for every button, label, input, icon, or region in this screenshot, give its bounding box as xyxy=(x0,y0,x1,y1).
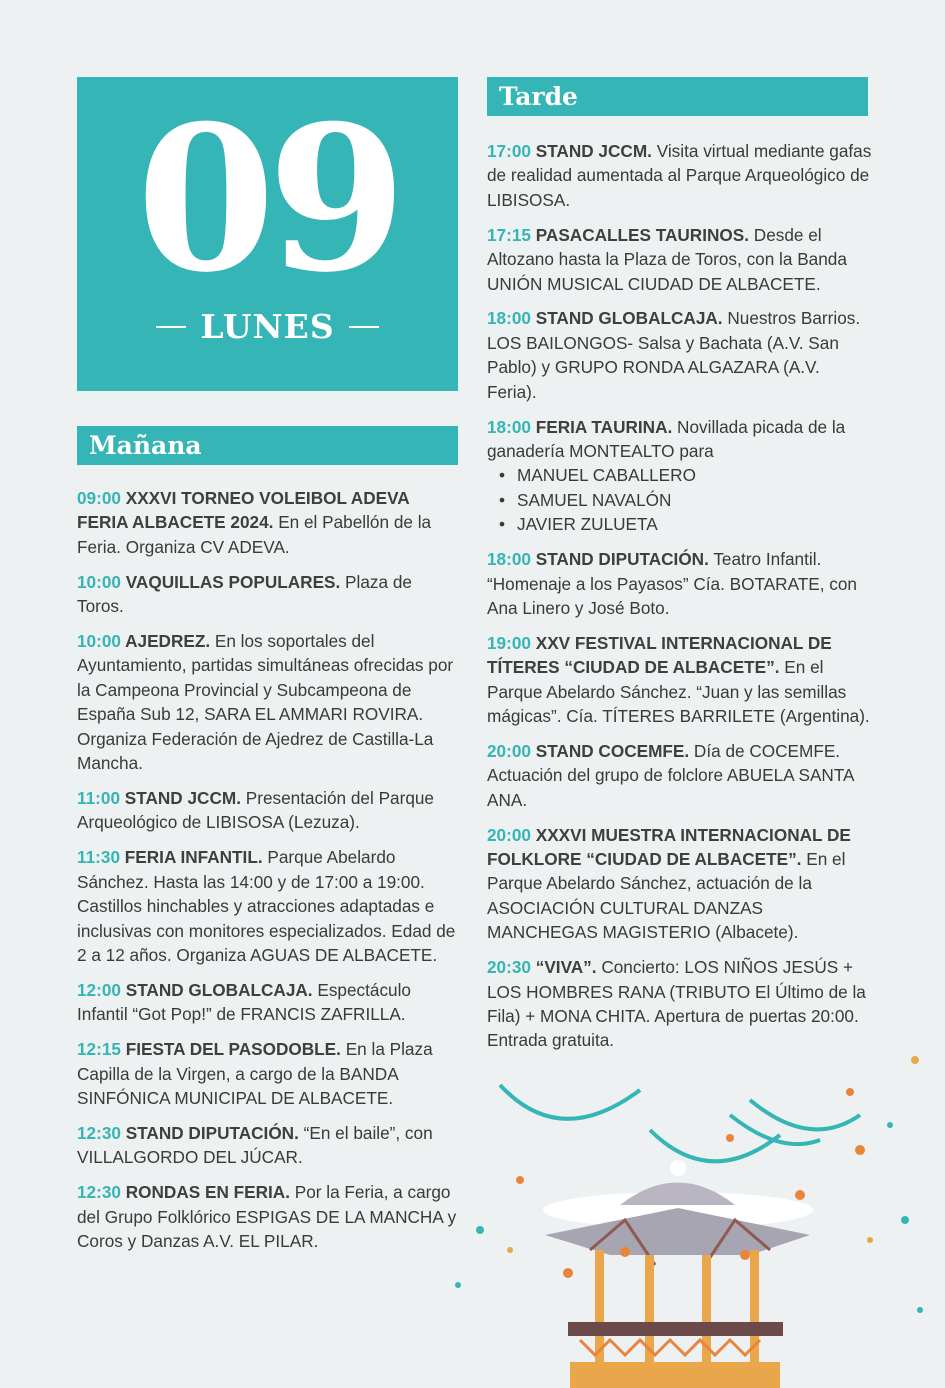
section-header-tarde: Tarde xyxy=(487,77,868,116)
entry-time: 20:00 xyxy=(487,740,536,761)
entry-text: En el Parque Abelardo Sánchez, actuación de la ASOCIACIÓN CULTURAL DANZAS MANCHEGAS MAGISTERIO (Albacete). xyxy=(487,849,846,943)
entry-text: Nuestros Barrios. LOS BAILONGOS- Salsa y Bachata (A.V. San Pablo) y GRUPO RONDA ALGAZARA (A.V. Feria). xyxy=(487,308,861,402)
day-number: 09 xyxy=(136,82,399,317)
entry-text: Por la Feria, a cargo del Grupo Folklórico ESPIGAS DE LA MANCHA y Coros y Danzas A.V. EL PILAR. xyxy=(77,1182,457,1251)
schedule-entry xyxy=(487,955,872,1053)
entry-title: VAQUILLAS POPULARES. xyxy=(125,571,341,592)
schedule-entry xyxy=(77,1121,462,1170)
performer-item: • MANUEL CABALLERO xyxy=(499,463,872,487)
entry-text: En los soportales del Ayuntamiento, partidas simultáneas ofrecidas por la Campeona Provincial y Subcampeona de España Sub 12, SARA EL AMMARI ROVIRA. Organiza Federación de Ajedrez de Castilla-La Mancha. xyxy=(77,631,454,774)
entry-text: Visita virtual mediante gafas de realidad aumentada al Parque Arqueológico de LIBISOSA. xyxy=(487,141,872,210)
entry-time: 10:00 xyxy=(77,631,126,652)
entry-title: XXXVI TORNEO VOLEIBOL ADEVA FERIA ALBACETE 2024. xyxy=(77,488,410,533)
schedule-entry xyxy=(77,978,462,1027)
divider-left xyxy=(156,326,186,328)
entry-title: STAND GLOBALCAJA. xyxy=(535,308,723,329)
entry-text: En el Parque Abelardo Sánchez. “Juan y las semillas mágicas”. Cía. TÍTERES BARRILETE (Argentina). xyxy=(487,657,870,727)
entry-text: Concierto: LOS NIÑOS JESÚS + LOS HOMBRES RANA (TRIBUTO El Último de la Fila) + MONA CHITA. Apertura de puertas 20:00. Entrada gratuita. xyxy=(487,957,866,1051)
entry-text: Plaza de Toros. xyxy=(77,571,412,617)
entry-text: Espectáculo Infantil “Got Pop!” de FRANCIS ZAFRILLA. xyxy=(77,979,411,1025)
entry-time: 12:30 xyxy=(77,1122,126,1143)
entry-time: 18:00 xyxy=(487,549,536,570)
entry-title: “VIVA”. xyxy=(535,957,597,978)
entry-time: 20:00 xyxy=(487,824,536,845)
entry-text: Día de COCEMFE. Actuación del grupo de folclore ABUELA SANTA ANA. xyxy=(487,740,854,810)
tarde-schedule xyxy=(487,139,872,1063)
schedule-entry xyxy=(77,1037,462,1110)
entry-time: 12:00 xyxy=(77,979,126,1000)
entry-text: Presentación del Parque Arqueológico de LIBISOSA (Lezuza). xyxy=(77,787,434,833)
date-box xyxy=(77,77,458,391)
entry-time: 19:00 xyxy=(487,632,536,653)
entry-time: 11:30 xyxy=(77,847,125,868)
schedule-entry xyxy=(77,629,462,775)
entry-title: FERIA TAURINA. xyxy=(535,416,673,437)
entry-title: PASACALLES TAURINOS. xyxy=(535,224,749,245)
manana-schedule xyxy=(77,486,462,1264)
entry-title: STAND JCCM. xyxy=(124,787,241,808)
entry-text: En el Pabellón de la Feria. Organiza CV ADEVA. xyxy=(77,512,432,557)
entry-text: Novillada picada de la ganadería MONTEALTO para xyxy=(487,416,846,461)
divider-right xyxy=(349,326,379,328)
day-name: LUNES xyxy=(200,307,335,346)
entry-title: RONDAS EN FERIA. xyxy=(125,1182,290,1203)
performer-list xyxy=(487,463,872,536)
schedule-entry xyxy=(487,739,872,812)
entry-title: STAND DIPUTACIÓN. xyxy=(535,549,709,570)
entry-time: 17:00 xyxy=(487,141,536,161)
schedule-entry xyxy=(77,845,462,967)
entry-time: 17:15 xyxy=(487,224,536,245)
entry-text: Teatro Infantil. “Homenaje a los Payasos” Cía. BOTARATE, con Ana Linero y José Boto. xyxy=(487,549,857,618)
entry-title: XXV FESTIVAL INTERNACIONAL DE TÍTERES “CIUDAD DE ALBACETE”. xyxy=(487,632,832,678)
entry-title: STAND GLOBALCAJA. xyxy=(125,979,313,1000)
schedule-entry xyxy=(77,786,462,835)
entry-title: AJEDREZ. xyxy=(125,631,211,652)
entry-title: FIESTA DEL PASODOBLE. xyxy=(125,1039,341,1060)
performer-item: • JAVIER ZULUETA xyxy=(499,512,872,536)
entry-title: STAND JCCM. xyxy=(535,141,652,161)
entry-text: Parque Abelardo Sánchez. Hasta las 14:00 y de 17:00 a 19:00. Castillos hinchables y atracciones adaptadas e inclusivas con monitores especializados. Edad de 2 a 12 años. Organiza AGUAS DE ALBACETE. xyxy=(77,847,456,965)
day-name-row xyxy=(77,307,458,346)
entry-title: FERIA INFANTIL. xyxy=(124,847,263,868)
entry-time: 10:00 xyxy=(77,571,126,592)
entry-time: 18:00 xyxy=(487,308,536,329)
schedule-entry xyxy=(487,306,872,404)
entry-time: 09:00 xyxy=(77,488,126,508)
schedule-entry xyxy=(487,547,872,620)
schedule-entry xyxy=(487,139,872,212)
entry-time: 12:30 xyxy=(77,1182,126,1203)
entry-time: 20:30 xyxy=(487,957,536,978)
schedule-entry xyxy=(77,570,462,619)
entry-text: En la Plaza Capilla de la Virgen, a cargo de la BANDA SINFÓNICA MUNICIPAL DE ALBACETE. xyxy=(77,1039,433,1108)
entry-text: “En el baile”, con VILLALGORDO DEL JÚCAR. xyxy=(77,1122,433,1168)
bandstand-kiosk-illustration xyxy=(450,1040,945,1388)
entry-time: 11:00 xyxy=(77,787,125,808)
schedule-entry xyxy=(487,415,872,537)
section-header-manana: Mañana xyxy=(77,426,458,465)
schedule-entry xyxy=(487,823,872,945)
entry-time: 18:00 xyxy=(487,416,536,437)
performer-item: • SAMUEL NAVALÓN xyxy=(499,488,872,512)
schedule-entry xyxy=(77,486,462,559)
schedule-entry xyxy=(487,631,872,729)
entry-title: XXXVI MUESTRA INTERNACIONAL DE FOLKLORE “CIUDAD DE ALBACETE”. xyxy=(487,824,851,870)
schedule-entry xyxy=(77,1180,462,1253)
entry-time: 12:15 xyxy=(77,1039,126,1060)
schedule-entry xyxy=(487,223,872,296)
entry-text: Desde el Altozano hasta la Plaza de Toros, con la Banda UNIÓN MUSICAL CIUDAD DE ALBACETE. xyxy=(487,224,847,294)
entry-title: STAND COCEMFE. xyxy=(535,740,690,761)
entry-title: STAND DIPUTACIÓN. xyxy=(125,1122,299,1143)
